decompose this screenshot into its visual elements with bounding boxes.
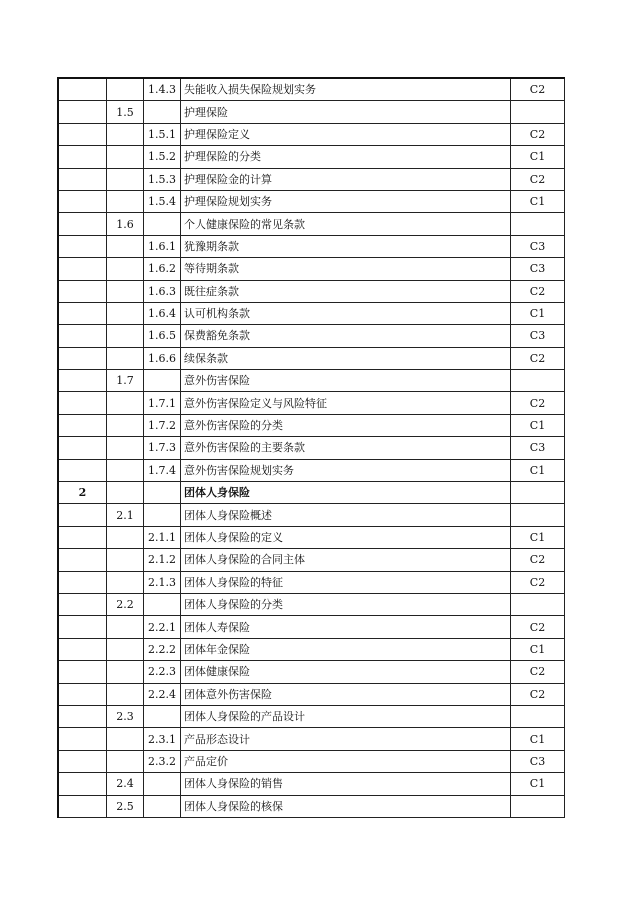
cognitive-level-cell: C2: [511, 78, 565, 101]
level3-number-cell: 1.5.4: [144, 190, 181, 212]
level1-number-cell: [58, 459, 107, 481]
level3-number-cell: [144, 370, 181, 392]
level2-number-cell: [107, 168, 144, 190]
topic-title-cell: 个人健康保险的常见条款: [181, 213, 511, 235]
level1-number-cell: [58, 571, 107, 593]
level1-number-cell: [58, 705, 107, 727]
cognitive-level-cell: C1: [511, 773, 565, 795]
level2-number-cell: [107, 392, 144, 414]
level1-number-cell: [58, 437, 107, 459]
level1-number-cell: [58, 78, 107, 101]
table-row: [58, 190, 565, 212]
cognitive-level-cell: C1: [511, 302, 565, 324]
table-row: [58, 482, 565, 504]
level1-number-cell: [58, 683, 107, 705]
level1-number-cell: [58, 101, 107, 123]
level2-number-cell: [107, 482, 144, 504]
level3-number-cell: 1.6.6: [144, 347, 181, 369]
cognitive-level-cell: C2: [511, 616, 565, 638]
table-row: [58, 78, 565, 101]
table-row: [58, 302, 565, 324]
level2-number-cell: [107, 750, 144, 772]
level2-number-cell: 2.1: [107, 504, 144, 526]
cognitive-level-cell: C2: [511, 123, 565, 145]
topic-title-cell: 保费豁免条款: [181, 325, 511, 347]
table-row: [58, 235, 565, 257]
cognitive-level-cell: C2: [511, 347, 565, 369]
cognitive-level-cell: [511, 101, 565, 123]
level1-number-cell: [58, 370, 107, 392]
cognitive-level-cell: [511, 705, 565, 727]
table-row: [58, 593, 565, 615]
level2-number-cell: [107, 728, 144, 750]
level1-number-cell: [58, 235, 107, 257]
table-row: [58, 773, 565, 795]
cognitive-level-cell: [511, 795, 565, 817]
level2-number-cell: 1.7: [107, 370, 144, 392]
topic-title-cell: 认可机构条款: [181, 302, 511, 324]
topic-title-cell: 团体人身保险的合同主体: [181, 549, 511, 571]
level2-number-cell: [107, 526, 144, 548]
topic-title-cell: 意外伤害保险的主要条款: [181, 437, 511, 459]
level3-number-cell: 1.7.2: [144, 414, 181, 436]
level2-number-cell: 2.5: [107, 795, 144, 817]
topic-title-cell: 团体意外伤害保险: [181, 683, 511, 705]
cognitive-level-cell: C2: [511, 661, 565, 683]
syllabus-table: [57, 77, 565, 818]
level3-number-cell: 2.3.1: [144, 728, 181, 750]
cognitive-level-cell: C1: [511, 414, 565, 436]
topic-title-cell: 产品定价: [181, 750, 511, 772]
topic-title-cell: 团体人身保险的产品设计: [181, 705, 511, 727]
level2-number-cell: [107, 414, 144, 436]
level1-number-cell: [58, 123, 107, 145]
level3-number-cell: 2.3.2: [144, 750, 181, 772]
cognitive-level-cell: C1: [511, 526, 565, 548]
level2-number-cell: [107, 571, 144, 593]
cognitive-level-cell: C2: [511, 168, 565, 190]
level3-number-cell: 2.2.2: [144, 638, 181, 660]
topic-title-cell: 既往症条款: [181, 280, 511, 302]
level3-number-cell: 1.7.3: [144, 437, 181, 459]
topic-title-cell: 团体人身保险的分类: [181, 593, 511, 615]
level2-number-cell: [107, 638, 144, 660]
level1-number-cell: [58, 258, 107, 280]
topic-title-cell: 失能收入损失保险规划实务: [181, 78, 511, 101]
level3-number-cell: 2.2.4: [144, 683, 181, 705]
topic-title-cell: 护理保险的分类: [181, 146, 511, 168]
level1-number-cell: [58, 526, 107, 548]
table-row: [58, 123, 565, 145]
cognitive-level-cell: C2: [511, 571, 565, 593]
level1-number-cell: [58, 750, 107, 772]
topic-title-cell: 护理保险定义: [181, 123, 511, 145]
level3-number-cell: 2.1.1: [144, 526, 181, 548]
topic-title-cell: 护理保险规划实务: [181, 190, 511, 212]
level3-number-cell: 2.1.2: [144, 549, 181, 571]
level3-number-cell: 1.7.4: [144, 459, 181, 481]
level3-number-cell: [144, 795, 181, 817]
level3-number-cell: 2.1.3: [144, 571, 181, 593]
topic-title-cell: 团体人身保险的定义: [181, 526, 511, 548]
level1-number-cell: [58, 414, 107, 436]
level2-number-cell: [107, 146, 144, 168]
table-row: [58, 728, 565, 750]
table-row: [58, 571, 565, 593]
level3-number-cell: 1.4.3: [144, 78, 181, 101]
table-row: [58, 370, 565, 392]
cognitive-level-cell: C2: [511, 683, 565, 705]
level2-number-cell: 2.2: [107, 593, 144, 615]
level2-number-cell: [107, 78, 144, 101]
level2-number-cell: [107, 683, 144, 705]
table-row: [58, 795, 565, 817]
level2-number-cell: 1.5: [107, 101, 144, 123]
topic-title-cell: 团体人寿保险: [181, 616, 511, 638]
table-row: [58, 459, 565, 481]
table-row: [58, 101, 565, 123]
table-row: [58, 146, 565, 168]
cognitive-level-cell: C2: [511, 280, 565, 302]
level1-number-cell: [58, 302, 107, 324]
cognitive-level-cell: C1: [511, 146, 565, 168]
syllabus-table-body: [58, 78, 565, 817]
table-row: [58, 213, 565, 235]
cognitive-level-cell: [511, 504, 565, 526]
topic-title-cell: 犹豫期条款: [181, 235, 511, 257]
cognitive-level-cell: C1: [511, 190, 565, 212]
topic-title-cell: 意外伤害保险的分类: [181, 414, 511, 436]
cognitive-level-cell: [511, 370, 565, 392]
level1-number-cell: [58, 616, 107, 638]
level1-number-cell: [58, 213, 107, 235]
level3-number-cell: 1.6.4: [144, 302, 181, 324]
cognitive-level-cell: C3: [511, 750, 565, 772]
level2-number-cell: 1.6: [107, 213, 144, 235]
level3-number-cell: [144, 504, 181, 526]
table-row: [58, 347, 565, 369]
level3-number-cell: 1.6.3: [144, 280, 181, 302]
level2-number-cell: [107, 347, 144, 369]
topic-title-cell: 续保条款: [181, 347, 511, 369]
cognitive-level-cell: [511, 213, 565, 235]
level1-number-cell: [58, 190, 107, 212]
topic-title-cell: 意外伤害保险规划实务: [181, 459, 511, 481]
level1-number-cell: [58, 549, 107, 571]
level2-number-cell: [107, 325, 144, 347]
level1-number-cell: [58, 168, 107, 190]
topic-title-cell: 团体人身保险的销售: [181, 773, 511, 795]
level1-number-cell: [58, 728, 107, 750]
level2-number-cell: [107, 280, 144, 302]
level3-number-cell: [144, 773, 181, 795]
level2-number-cell: [107, 549, 144, 571]
level3-number-cell: [144, 213, 181, 235]
level2-number-cell: [107, 235, 144, 257]
topic-title-cell: 护理保险: [181, 101, 511, 123]
topic-title-cell: 团体年金保险: [181, 638, 511, 660]
topic-title-cell: 团体人身保险: [181, 482, 511, 504]
level1-number-cell: [58, 325, 107, 347]
level2-number-cell: [107, 661, 144, 683]
cognitive-level-cell: C1: [511, 459, 565, 481]
topic-title-cell: 团体健康保险: [181, 661, 511, 683]
level1-number-cell: [58, 347, 107, 369]
topic-title-cell: 产品形态设计: [181, 728, 511, 750]
table-row: [58, 750, 565, 772]
table-row: [58, 526, 565, 548]
table-row: [58, 168, 565, 190]
level3-number-cell: [144, 705, 181, 727]
level3-number-cell: 1.7.1: [144, 392, 181, 414]
level3-number-cell: 1.5.1: [144, 123, 181, 145]
cognitive-level-cell: C3: [511, 258, 565, 280]
level1-number-cell: [58, 146, 107, 168]
table-row: [58, 392, 565, 414]
level1-number-cell: 2: [58, 482, 107, 504]
table-row: [58, 437, 565, 459]
level1-number-cell: [58, 773, 107, 795]
level3-number-cell: 1.6.5: [144, 325, 181, 347]
table-row: [58, 549, 565, 571]
level1-number-cell: [58, 280, 107, 302]
level3-number-cell: 1.6.1: [144, 235, 181, 257]
level3-number-cell: 2.2.3: [144, 661, 181, 683]
cognitive-level-cell: C3: [511, 235, 565, 257]
topic-title-cell: 护理保险金的计算: [181, 168, 511, 190]
cognitive-level-cell: C3: [511, 325, 565, 347]
level3-number-cell: [144, 101, 181, 123]
table-row: [58, 325, 565, 347]
cognitive-level-cell: C2: [511, 392, 565, 414]
level2-number-cell: [107, 437, 144, 459]
cognitive-level-cell: [511, 593, 565, 615]
level3-number-cell: 2.2.1: [144, 616, 181, 638]
level2-number-cell: [107, 302, 144, 324]
topic-title-cell: 意外伤害保险定义与风险特征: [181, 392, 511, 414]
table-row: [58, 616, 565, 638]
cognitive-level-cell: C3: [511, 437, 565, 459]
table-row: [58, 705, 565, 727]
table-row: [58, 258, 565, 280]
cognitive-level-cell: C1: [511, 638, 565, 660]
level3-number-cell: 1.5.3: [144, 168, 181, 190]
level2-number-cell: [107, 258, 144, 280]
level2-number-cell: [107, 616, 144, 638]
level1-number-cell: [58, 661, 107, 683]
cognitive-level-cell: [511, 482, 565, 504]
level3-number-cell: 1.6.2: [144, 258, 181, 280]
topic-title-cell: 团体人身保险的特征: [181, 571, 511, 593]
level1-number-cell: [58, 638, 107, 660]
cognitive-level-cell: C1: [511, 728, 565, 750]
level2-number-cell: [107, 123, 144, 145]
table-row: [58, 638, 565, 660]
level3-number-cell: [144, 593, 181, 615]
cognitive-level-cell: C2: [511, 549, 565, 571]
topic-title-cell: 意外伤害保险: [181, 370, 511, 392]
table-row: [58, 414, 565, 436]
level2-number-cell: 2.3: [107, 705, 144, 727]
level3-number-cell: 1.5.2: [144, 146, 181, 168]
level2-number-cell: [107, 459, 144, 481]
level1-number-cell: [58, 593, 107, 615]
level1-number-cell: [58, 795, 107, 817]
table-row: [58, 280, 565, 302]
table-row: [58, 661, 565, 683]
topic-title-cell: 团体人身保险的核保: [181, 795, 511, 817]
topic-title-cell: 等待期条款: [181, 258, 511, 280]
level2-number-cell: 2.4: [107, 773, 144, 795]
table-row: [58, 683, 565, 705]
level1-number-cell: [58, 392, 107, 414]
level1-number-cell: [58, 504, 107, 526]
level3-number-cell: [144, 482, 181, 504]
level2-number-cell: [107, 190, 144, 212]
table-row: [58, 504, 565, 526]
topic-title-cell: 团体人身保险概述: [181, 504, 511, 526]
